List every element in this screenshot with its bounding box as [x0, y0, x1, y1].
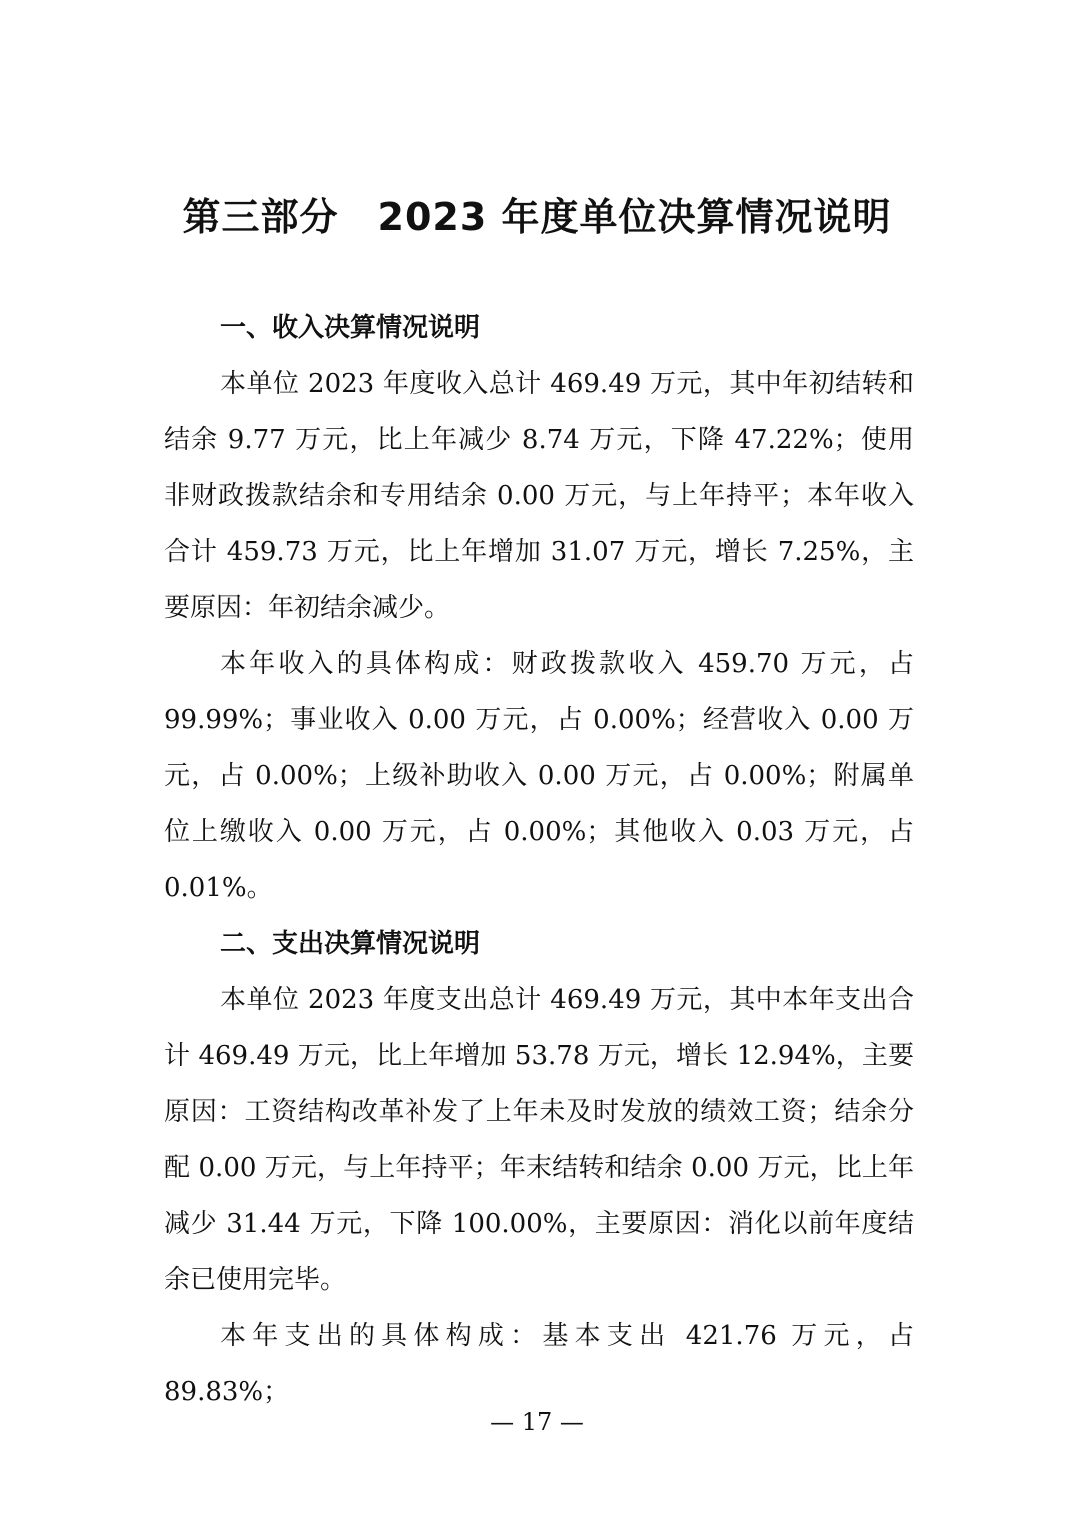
page-title: 第三部分 2023 年度单位决算情况说明	[182, 195, 892, 239]
paragraph-income-composition: 本年收入的具体构成：财政拨款收入 459.70 万元，占 99.99%；事业收入 0.00 万元，占 0.00%；经营收入 0.00 万元，占 0.00%；上级补助收入 0.00 万元，占 0.00%；附属单位上缴收入 0.00 万元，占 0.00%；其他收入 0.03 万元，占 0.01%。	[164, 649, 914, 903]
document-body	[164, 300, 914, 1420]
section-heading-income: 一、收入决算情况说明	[220, 313, 481, 343]
page-number: — 17 —	[490, 1408, 584, 1436]
section-heading-expenditure: 二、支出决算情况说明	[220, 929, 481, 959]
paragraph-expenditure-composition: 本年支出的具体构成：基本支出 421.76 万元，占 89.83%；	[164, 1321, 914, 1407]
paragraph-income-total: 本单位 2023 年度收入总计 469.49 万元，其中年初结转和结余 9.77 万元，比上年减少 8.74 万元，下降 47.22%；使用非财政拨款结余和专用结余 0.00 万元，与上年持平；本年收入合计 459.73 万元，比上年增加 31.07 万元，增长 7.25%，主要原因：年初结余减少。	[164, 369, 914, 623]
paragraph-expenditure-total: 本单位 2023 年度支出总计 469.49 万元，其中本年支出合计 469.49 万元，比上年增加 53.78 万元，增长 12.94%，主要原因：工资结构改革补发了上年未及时发放的绩效工资；结余分配 0.00 万元，与上年持平；年末结转和结余 0.00 万元，比上年减少 31.44 万元，下降 100.00%，主要原因：消化以前年度结余已使用完毕。	[164, 985, 914, 1295]
